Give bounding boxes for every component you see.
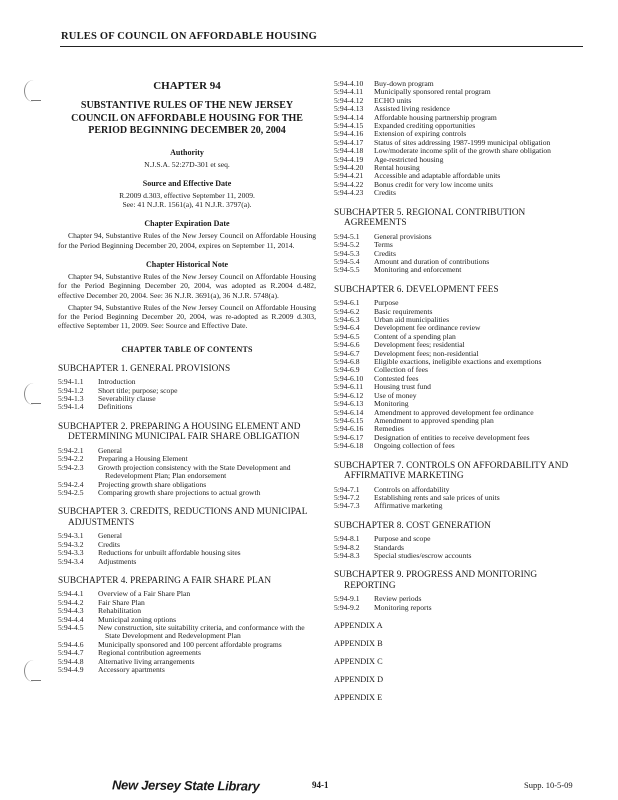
section-title: General xyxy=(98,531,123,541)
section-title: Municipally sponsored rental program xyxy=(374,87,491,97)
section-number: 5:94-4.3 xyxy=(58,606,84,616)
section-list xyxy=(334,486,586,511)
toc-entry xyxy=(58,658,316,666)
toc-entry xyxy=(58,403,316,411)
section-title: Remedies xyxy=(374,424,404,434)
section-title: Buy-down program xyxy=(374,79,434,88)
section-number: 5:94-1.4 xyxy=(58,402,84,412)
section-title: Fair Share Plan xyxy=(98,597,145,607)
toc-entry xyxy=(334,147,586,155)
section-title: Amendment to approved development fee ordinance xyxy=(374,407,534,417)
section-number: 5:94-6.14 xyxy=(334,407,364,417)
section-number: 5:94-4.14 xyxy=(334,112,364,122)
section-number: 5:94-6.9 xyxy=(334,365,360,375)
toc-entry xyxy=(58,599,316,607)
section-title: Content of a spending plan xyxy=(374,331,456,341)
toc-entry xyxy=(58,532,316,540)
section-title: Preparing a Housing Element xyxy=(98,454,188,464)
toc-entry xyxy=(58,590,316,598)
section-title: Assisted living residence xyxy=(374,104,450,114)
section-number: 5:94-6.12 xyxy=(334,390,364,400)
section-title: Severability clause xyxy=(98,394,156,404)
section-title: Municipally sponsored and 100 percent affordable programs xyxy=(98,639,282,649)
appendix-entry: APPENDIX A xyxy=(334,621,383,631)
supplement-date: Supp. 10-5-09 xyxy=(524,780,573,790)
section-number: 5:94-4.23 xyxy=(334,188,364,198)
toc-entry xyxy=(334,595,586,603)
section-title: Development fee ordinance review xyxy=(374,323,481,333)
section-title: General provisions xyxy=(374,231,432,241)
section-title: Municipal zoning options xyxy=(98,614,177,624)
punch-hole-mark xyxy=(24,80,43,102)
section-title: Low/moderate income split of the growth share obligation xyxy=(374,146,551,156)
section-title: Credits xyxy=(98,539,120,549)
section-number: 5:94-2.1 xyxy=(58,445,84,455)
section-title: Ongoing collection of fees xyxy=(374,441,455,451)
section-number: 5:94-4.17 xyxy=(334,137,364,147)
section-title: Amendment to approved spending plan xyxy=(374,415,494,425)
section-title: Use of money xyxy=(374,390,417,400)
source-line: R.2009 d.303, effective September 11, 2009. xyxy=(119,190,255,200)
section-number: 5:94-1.2 xyxy=(58,385,84,395)
section-number: 5:94-4.15 xyxy=(334,121,364,131)
section-title: Amount and duration of contributions xyxy=(374,256,490,266)
section-number: 5:94-4.10 xyxy=(334,79,364,88)
left-toc xyxy=(58,364,316,675)
section-number: 5:94-6.8 xyxy=(334,357,360,367)
toc-entry xyxy=(334,494,586,502)
section-number: 5:94-7.2 xyxy=(334,492,360,502)
section-number: 5:94-4.21 xyxy=(334,171,364,181)
section-title: Alternative living arrangements xyxy=(98,656,195,666)
section-title: Standards xyxy=(374,542,404,552)
section-number: 5:94-6.17 xyxy=(334,432,364,442)
section-number: 5:94-5.1 xyxy=(334,231,360,241)
section-list xyxy=(334,535,586,560)
section-title: Regional contribution agreements xyxy=(98,648,201,658)
right-toc xyxy=(334,208,586,613)
section-title: Eligible exactions, ineligible exactions and exemptions xyxy=(374,357,542,367)
appendix-entry: APPENDIX E xyxy=(334,693,383,703)
punch-hole-mark xyxy=(24,383,43,405)
toc-entry xyxy=(334,324,586,332)
chapter-title xyxy=(58,100,316,138)
section-title: Contested fees xyxy=(374,373,419,383)
section-number: 5:94-5.4 xyxy=(334,256,360,266)
chapter-title-line: PERIOD BEGINNING DECEMBER 20, 2004 xyxy=(88,125,286,136)
section-title: Rehabilitation xyxy=(98,606,142,616)
section-number: 5:94-4.19 xyxy=(334,154,364,164)
section-title: Monitoring and enforcement xyxy=(374,265,462,275)
chapter-number: CHAPTER 94 xyxy=(153,80,221,92)
subchapter-heading: SUBCHAPTER 1. GENERAL PROVISIONS xyxy=(58,363,231,374)
section-title: Growth projection consistency with the State Development and Redevelopment Plan; Plan endorsement xyxy=(98,462,291,481)
section-number: 5:94-4.6 xyxy=(58,639,84,649)
section-number: 5:94-6.6 xyxy=(334,340,360,350)
toc-entry xyxy=(334,189,586,197)
section-number: 5:94-5.5 xyxy=(334,265,360,275)
history-paragraph: Chapter 94, Substantive Rules of the New Jersey Council on Affordable Housing for the Period Beginning December 20, 2004, was adopted as R.2004 d.482, effective December 20, 2004. See: 36 N.J.R. 3691(a), 36 N.J.R. 5748(a). xyxy=(58,271,316,300)
section-title: Comparing growth share projections to actual growth xyxy=(98,487,261,497)
section-number: 5:94-4.8 xyxy=(58,656,84,666)
section-number: 5:94-6.4 xyxy=(334,323,360,333)
history-paragraph: Chapter 94, Substantive Rules of the New Jersey Council on Affordable Housing for the Period Beginning December 20, 2004, was re-adopted as R.2009 d.303, effective September 11, 2009. See: Source and Effective Date. xyxy=(58,302,316,331)
section-title: Review periods xyxy=(374,594,422,604)
section-title: Establishing rents and sale prices of units xyxy=(374,492,500,502)
section-number: 5:94-5.3 xyxy=(334,248,360,258)
toc-entry xyxy=(334,604,586,612)
section-number: 5:94-4.4 xyxy=(58,614,84,624)
section-number: 5:94-8.1 xyxy=(334,534,360,544)
section-number: 5:94-4.9 xyxy=(58,665,84,675)
section-title: Short title; purpose; scope xyxy=(98,385,178,395)
section-list xyxy=(334,299,586,450)
toc-entry xyxy=(334,308,586,316)
section-number: 5:94-6.15 xyxy=(334,415,364,425)
toc-entry xyxy=(334,417,586,425)
right-column xyxy=(334,80,586,702)
section-number: 5:94-6.3 xyxy=(334,315,360,325)
section-title: Monitoring reports xyxy=(374,602,432,612)
section-title: Age-restricted housing xyxy=(374,154,444,164)
section-number: 5:94-4.16 xyxy=(334,129,364,139)
section-number: 5:94-3.4 xyxy=(58,556,84,566)
toc-entry xyxy=(334,535,586,543)
appendix-list xyxy=(334,621,586,702)
section-number: 5:94-6.18 xyxy=(334,441,364,451)
subchapter-heading: SUBCHAPTER 3. CREDITS, REDUCTIONS AND MUNICIPAL ADJUSTMENTS xyxy=(58,507,308,528)
authority-text: N.J.S.A. 52:27D-301 et seq. xyxy=(144,159,230,169)
chapter-title-line: SUBSTANTIVE RULES OF THE NEW JERSEY xyxy=(80,100,294,111)
section-number: 5:94-3.3 xyxy=(58,548,84,558)
section-title: Expanded crediting opportunities xyxy=(374,121,476,131)
section-number: 5:94-4.11 xyxy=(334,87,364,97)
section-number: 5:94-1.3 xyxy=(58,394,84,404)
section-title: Collection of fees xyxy=(374,365,428,375)
section-number: 5:94-1.1 xyxy=(58,377,84,387)
section-number: 5:94-4.1 xyxy=(58,589,84,599)
section-title: Purpose and scope xyxy=(374,534,431,544)
section-number: 5:94-6.1 xyxy=(334,298,360,308)
toc-entry xyxy=(58,378,316,386)
subchapter-heading: SUBCHAPTER 8. COST GENERATION xyxy=(334,520,491,531)
header-rule xyxy=(60,46,583,47)
section-title: Credits xyxy=(374,248,396,258)
toc-entry xyxy=(334,241,586,249)
section-number: 5:94-5.2 xyxy=(334,240,360,250)
toc-entry xyxy=(334,392,586,400)
subchapter-heading: SUBCHAPTER 2. PREPARING A HOUSING ELEMENT AND DETERMINING MUNICIPAL FAIR SHARE OBLIGATION xyxy=(58,421,301,443)
section-number: 5:94-6.13 xyxy=(334,399,364,409)
toc-entry xyxy=(334,97,586,105)
toc-entry xyxy=(334,88,586,96)
toc-entry xyxy=(58,666,316,674)
section-title: Introduction xyxy=(98,377,136,387)
section-number: 5:94-3.1 xyxy=(58,531,84,541)
section-title: Rental housing xyxy=(374,163,420,173)
section-title: Designation of entities to receive development fees xyxy=(374,432,530,442)
section-number: 5:94-7.1 xyxy=(334,484,360,494)
expiration-text: Chapter 94, Substantive Rules of the New Jersey Council on Affordable Housing for the Period Beginning December 20, 2004, expires on September 11, 2014. xyxy=(58,231,316,250)
section-title: Urban aid municipalities xyxy=(374,315,450,325)
toc-entry xyxy=(334,502,586,510)
toc-entry xyxy=(334,434,586,442)
history-heading: Chapter Historical Note xyxy=(145,259,229,269)
section-number: 5:94-6.10 xyxy=(334,373,364,383)
section-number: 5:94-4.5 xyxy=(58,623,84,633)
section-title: Overview of a Fair Share Plan xyxy=(98,589,191,599)
section-list xyxy=(58,378,316,412)
section-number: 5:94-4.22 xyxy=(334,179,364,189)
subchapter-heading: SUBCHAPTER 5. REGIONAL CONTRIBUTION AGREEMENTS xyxy=(334,207,526,229)
section-title: Affirmative marketing xyxy=(374,501,443,511)
toc-entry xyxy=(334,156,586,164)
section-title: Accessory apartments xyxy=(98,665,165,675)
chapter-title-line: COUNCIL ON AFFORDABLE HOUSING FOR THE xyxy=(71,112,303,124)
section-number: 5:94-9.2 xyxy=(334,602,360,612)
toc-entry xyxy=(334,266,586,274)
library-stamp: New Jersey State Library xyxy=(111,777,260,794)
section-number: 5:94-4.18 xyxy=(334,146,364,156)
section-list xyxy=(58,447,316,497)
section-title: New construction, site suitability criteria, and conformance with the State Development and Redevelopment Plan xyxy=(98,623,305,641)
section-number: 5:94-4.20 xyxy=(334,163,364,173)
source-text xyxy=(58,191,316,210)
toc-entry xyxy=(58,464,316,481)
toc-continued-list xyxy=(334,80,586,198)
toc-entry xyxy=(58,607,316,615)
section-number: 5:94-8.2 xyxy=(334,542,360,552)
section-title: Purpose xyxy=(374,298,399,308)
section-number: 5:94-6.11 xyxy=(334,382,364,392)
toc-entry xyxy=(58,387,316,395)
expiration-heading: Chapter Expiration Date xyxy=(144,219,230,229)
section-number: 5:94-4.2 xyxy=(58,597,84,607)
section-number: 5:94-6.5 xyxy=(334,331,360,341)
section-title: Bonus credit for very low income units xyxy=(374,179,493,189)
toc-entry xyxy=(334,375,586,383)
section-title: Housing trust fund xyxy=(374,382,431,392)
toc-entry xyxy=(58,624,316,641)
section-number: 5:94-9.1 xyxy=(334,594,360,604)
section-title: Reductions for unbuilt affordable housing sites xyxy=(98,548,241,558)
section-title: Definitions xyxy=(98,402,133,412)
section-list xyxy=(58,590,316,674)
toc-heading: CHAPTER TABLE OF CONTENTS xyxy=(121,344,253,354)
toc-entry xyxy=(334,358,586,366)
punch-hole-mark xyxy=(24,660,43,682)
section-title: Development fees; non-residential xyxy=(374,348,479,358)
section-number: 5:94-2.4 xyxy=(58,479,84,489)
section-title: Special studies/escrow accounts xyxy=(374,551,472,561)
toc-entry xyxy=(334,442,586,450)
toc-entry xyxy=(58,395,316,403)
section-title: Credits xyxy=(374,188,396,198)
section-list xyxy=(334,233,586,275)
toc-entry xyxy=(58,558,316,566)
section-title: Accessible and adaptable affordable units xyxy=(374,171,501,181)
toc-entry xyxy=(58,549,316,557)
section-list xyxy=(334,595,586,612)
appendix-entry: APPENDIX C xyxy=(334,657,383,667)
running-head: RULES OF COUNCIL ON AFFORDABLE HOUSING xyxy=(61,31,318,42)
appendix-entry: APPENDIX D xyxy=(334,675,384,685)
appendix-entry: APPENDIX B xyxy=(334,639,383,649)
source-line: See: 41 N.J.R. 1561(a), 41 N.J.R. 3797(a). xyxy=(122,200,252,210)
section-number: 5:94-6.2 xyxy=(334,306,360,316)
section-title: Projecting growth share obligations xyxy=(98,479,207,489)
toc-entry xyxy=(334,181,586,189)
section-title: Terms xyxy=(374,240,393,250)
section-title: Extension of expiring controls xyxy=(374,129,467,139)
section-title: Basic requirements xyxy=(374,306,433,316)
section-title: Affordable housing partnership program xyxy=(374,112,497,122)
section-title: Status of sites addressing 1987-1999 municipal obligation xyxy=(374,137,551,147)
section-title: Monitoring xyxy=(374,399,409,409)
subchapter-heading: SUBCHAPTER 7. CONTROLS ON AFFORDABILITY AND AFFIRMATIVE MARKETING xyxy=(334,460,569,482)
subchapter-heading: SUBCHAPTER 6. DEVELOPMENT FEES xyxy=(334,284,499,295)
section-number: 5:94-4.7 xyxy=(58,648,84,658)
authority-heading: Authority xyxy=(170,147,204,157)
toc-entry xyxy=(334,366,586,374)
page-number: 94-1 xyxy=(312,780,329,790)
section-title: Controls on affordability xyxy=(374,484,450,494)
toc-entry xyxy=(58,489,316,497)
section-number: 5:94-7.3 xyxy=(334,501,360,511)
toc-entry xyxy=(334,552,586,560)
section-number: 5:94-3.2 xyxy=(58,539,84,549)
subchapter-heading: SUBCHAPTER 9. PROGRESS AND MONITORING REPORTING xyxy=(334,570,538,591)
section-number: 5:94-2.3 xyxy=(58,462,84,472)
section-number: 5:94-2.2 xyxy=(58,454,84,464)
left-column xyxy=(58,80,316,675)
toc-entry xyxy=(334,233,586,241)
subchapter-heading: SUBCHAPTER 4. PREPARING A FAIR SHARE PLAN xyxy=(58,575,272,586)
toc-entry xyxy=(334,299,586,307)
section-title: Adjustments xyxy=(98,556,137,566)
section-number: 5:94-6.7 xyxy=(334,348,360,358)
section-title: ECHO units xyxy=(374,95,412,105)
toc-entry xyxy=(334,383,586,391)
section-number: 5:94-2.5 xyxy=(58,487,84,497)
section-number: 5:94-6.16 xyxy=(334,424,364,434)
section-number: 5:94-4.13 xyxy=(334,104,364,114)
section-title: Development fees; residential xyxy=(374,340,465,350)
section-list xyxy=(58,532,316,566)
section-number: 5:94-8.3 xyxy=(334,551,360,561)
section-number: 5:94-4.12 xyxy=(334,95,364,105)
section-title: General xyxy=(98,445,123,455)
source-heading: Source and Effective Date xyxy=(142,178,232,188)
